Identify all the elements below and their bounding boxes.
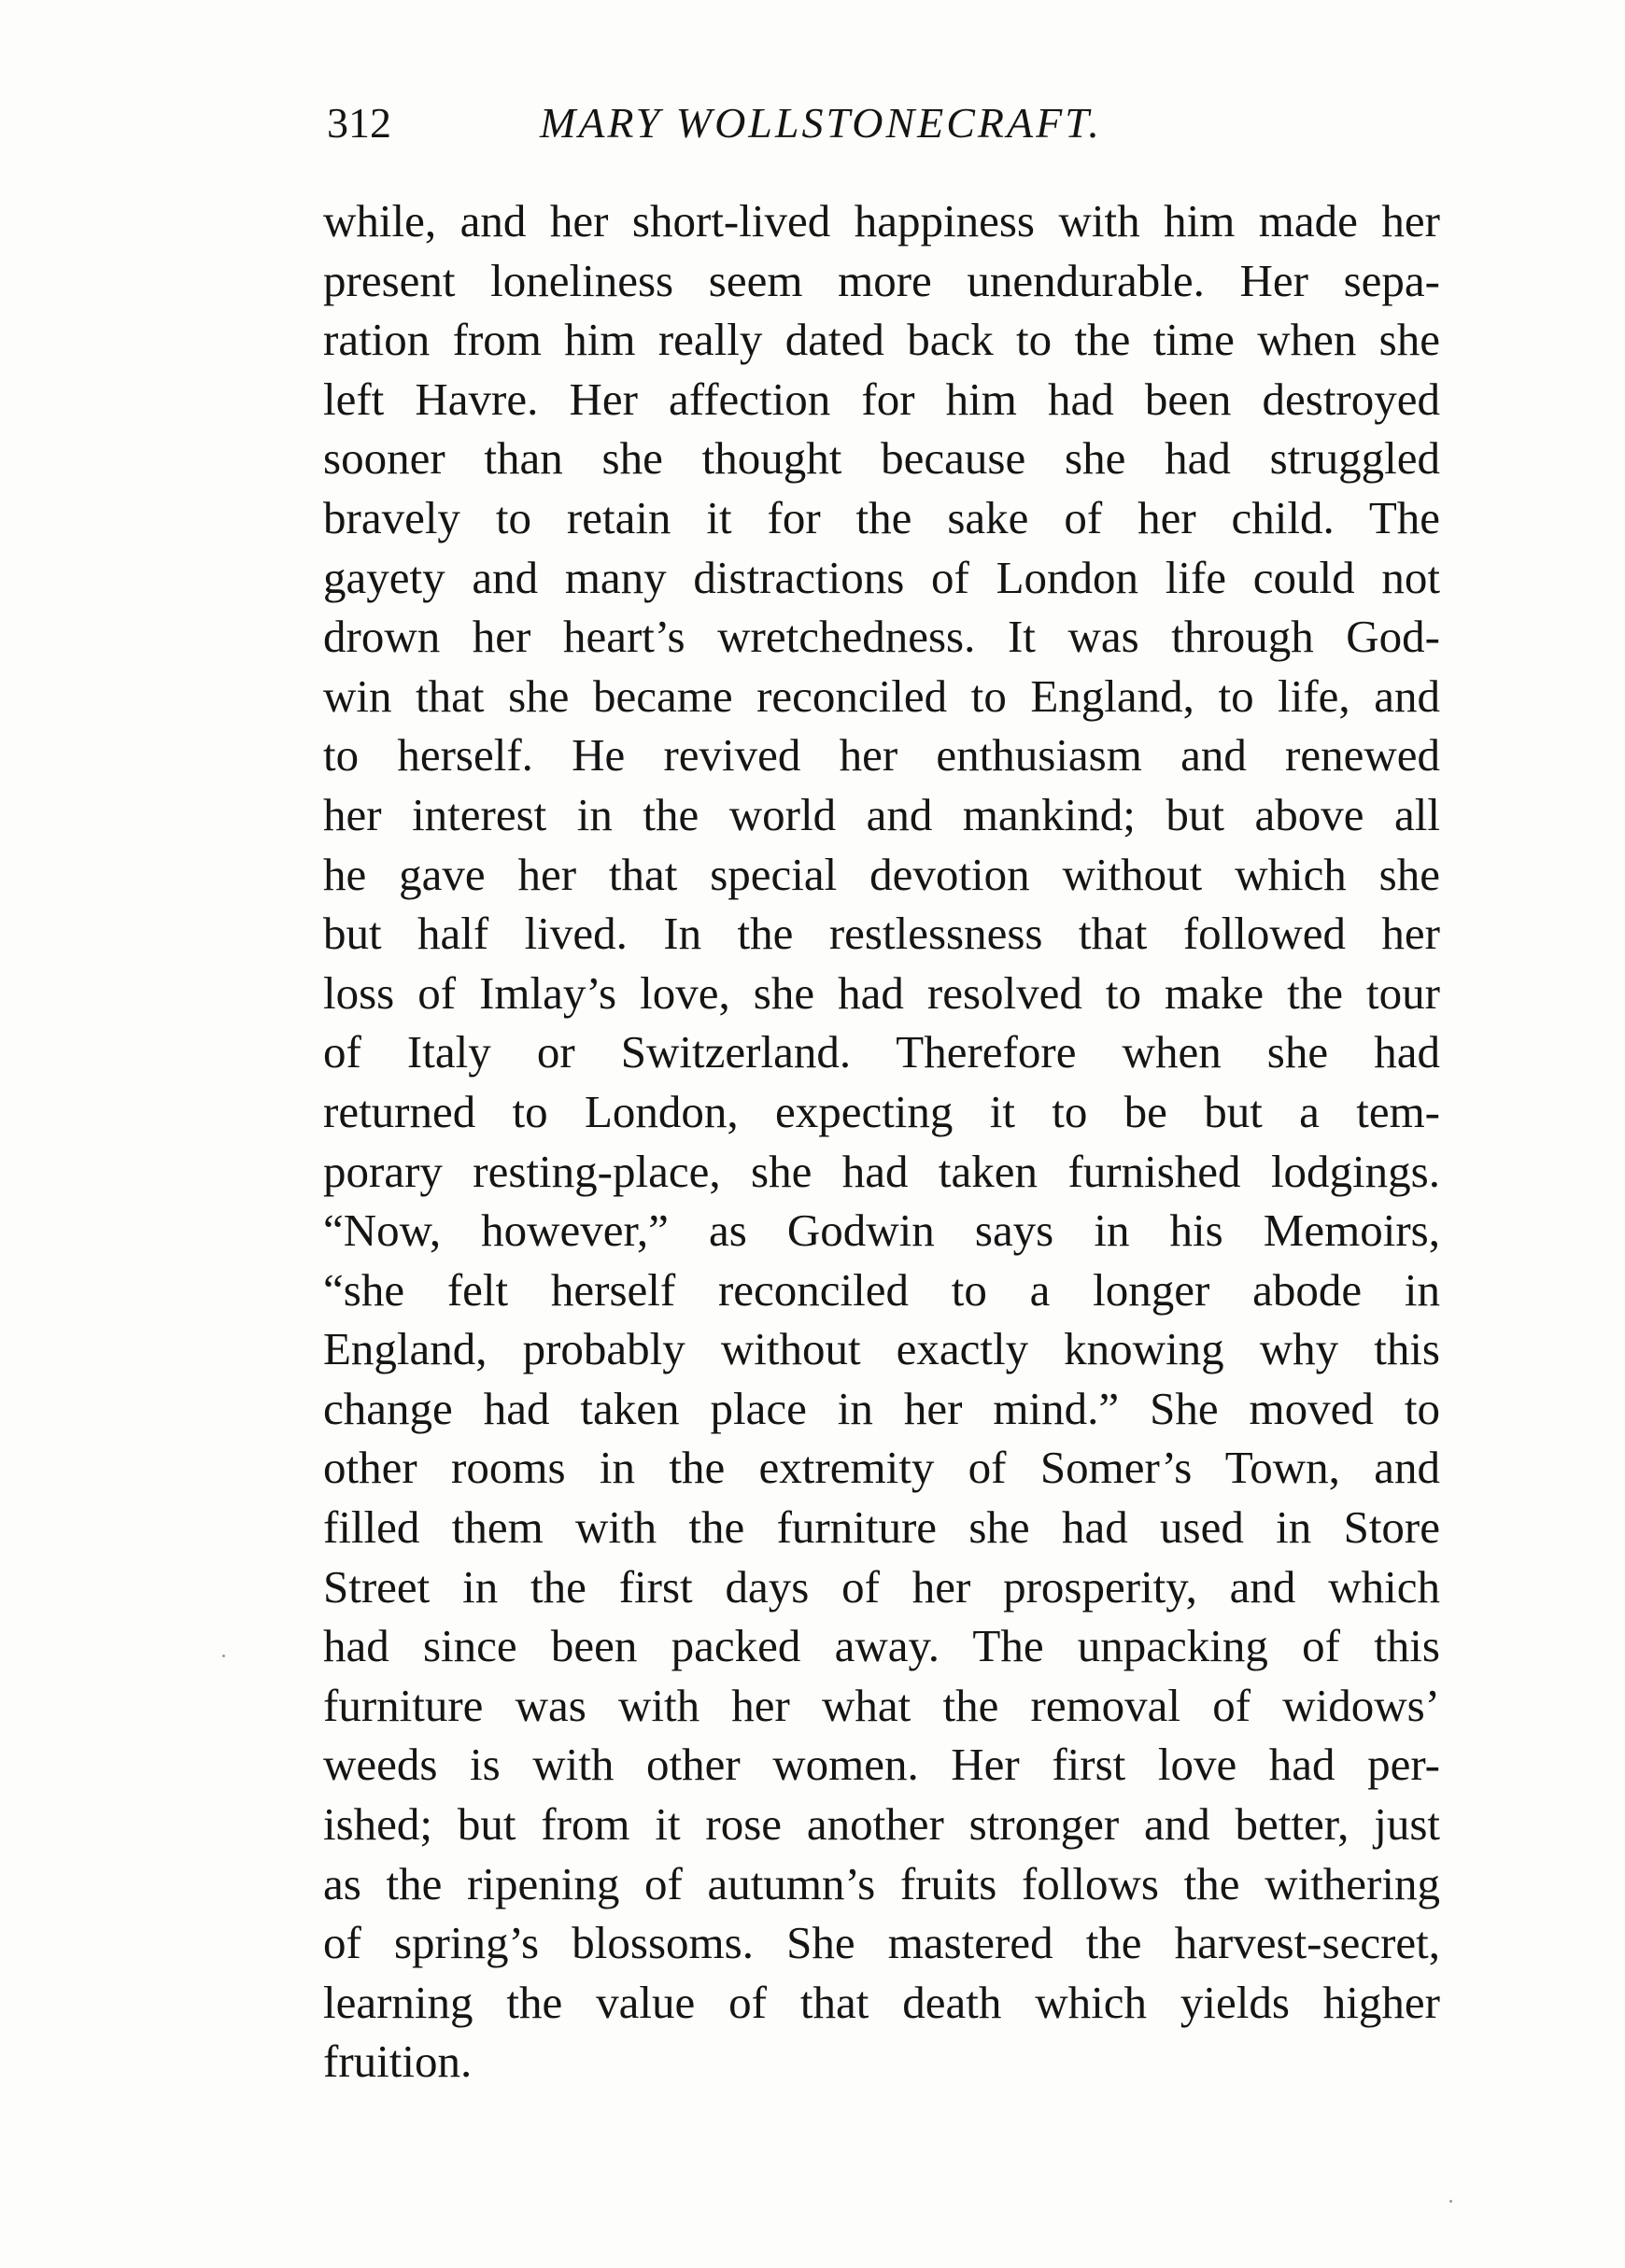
text-line: left Havre. Her affection for him had been destroyed	[323, 373, 1440, 425]
text-line: England, probably without exactly knowing why this	[323, 1323, 1440, 1375]
text-line: bravely to retain it for the sake of her child. The	[323, 491, 1440, 543]
page-number: 312	[327, 99, 391, 147]
running-head	[327, 86, 1261, 161]
text-line: to herself. He revived her enthusiasm and renewed	[323, 729, 1440, 782]
text-line: ished; but from it rose another stronger and better, just	[323, 1798, 1440, 1851]
text-line: “she felt herself reconciled to a longer abode in	[323, 1263, 1440, 1316]
text-line: change had taken place in her mind.” She moved to	[323, 1382, 1440, 1434]
text-line: drown her heart’s wretchedness. It was through God-	[323, 611, 1440, 663]
text-line: ration from him really dated back to the time when she	[323, 314, 1440, 366]
text-line: porary resting-place, she had taken furnished lodgings.	[323, 1145, 1440, 1197]
text-line: as the ripening of autumn’s fruits follows the withering	[323, 1857, 1440, 1909]
text-line: loss of Imlay’s love, she had resolved to make the tour	[323, 966, 1440, 1019]
paper-speck	[1449, 2200, 1452, 2203]
text-line: fruition.	[323, 2036, 473, 2088]
body-text	[323, 191, 1440, 2092]
text-line: had since been packed away. The unpacking of this	[323, 1620, 1440, 1672]
text-line: while, and her short-lived happiness with him made her	[323, 195, 1440, 247]
text-line: other rooms in the extremity of Somer’s Town, and	[323, 1442, 1440, 1494]
text-line: win that she became reconciled to England, to life, and	[323, 669, 1440, 722]
text-line: present loneliness seem more unendurable. Her sepa-	[323, 254, 1440, 306]
text-line: weeds is with other women. Her first love had per-	[323, 1739, 1440, 1791]
text-line: Street in the first days of her prosperity, and which	[323, 1560, 1440, 1613]
text-line: furniture was with her what the removal of widows’	[323, 1679, 1440, 1731]
text-line: of Italy or Switzerland. Therefore when she had	[323, 1026, 1440, 1078]
text-line: learning the value of that death which yields higher	[323, 1976, 1440, 2028]
text-line: he gave her that special devotion without which she	[323, 848, 1440, 900]
paper-speck	[222, 1655, 225, 1657]
running-title: MARY WOLLSTONECRAFT.	[540, 99, 1102, 147]
text-line: but half lived. In the restlessness that followed her	[323, 908, 1440, 960]
text-line: returned to London, expecting it to be but a tem-	[323, 1085, 1440, 1137]
text-line: of spring’s blossoms. She mastered the harvest-secret,	[323, 1917, 1440, 1969]
text-line: gayety and many distractions of London life could not	[323, 551, 1440, 603]
text-line: “Now, however,” as Godwin says in his Memoirs,	[323, 1204, 1440, 1257]
text-line: filled them with the furniture she had used in Store	[323, 1501, 1440, 1554]
text-line: sooner than she thought because she had struggled	[323, 432, 1440, 485]
text-line: her interest in the world and mankind; but above all	[323, 788, 1440, 840]
